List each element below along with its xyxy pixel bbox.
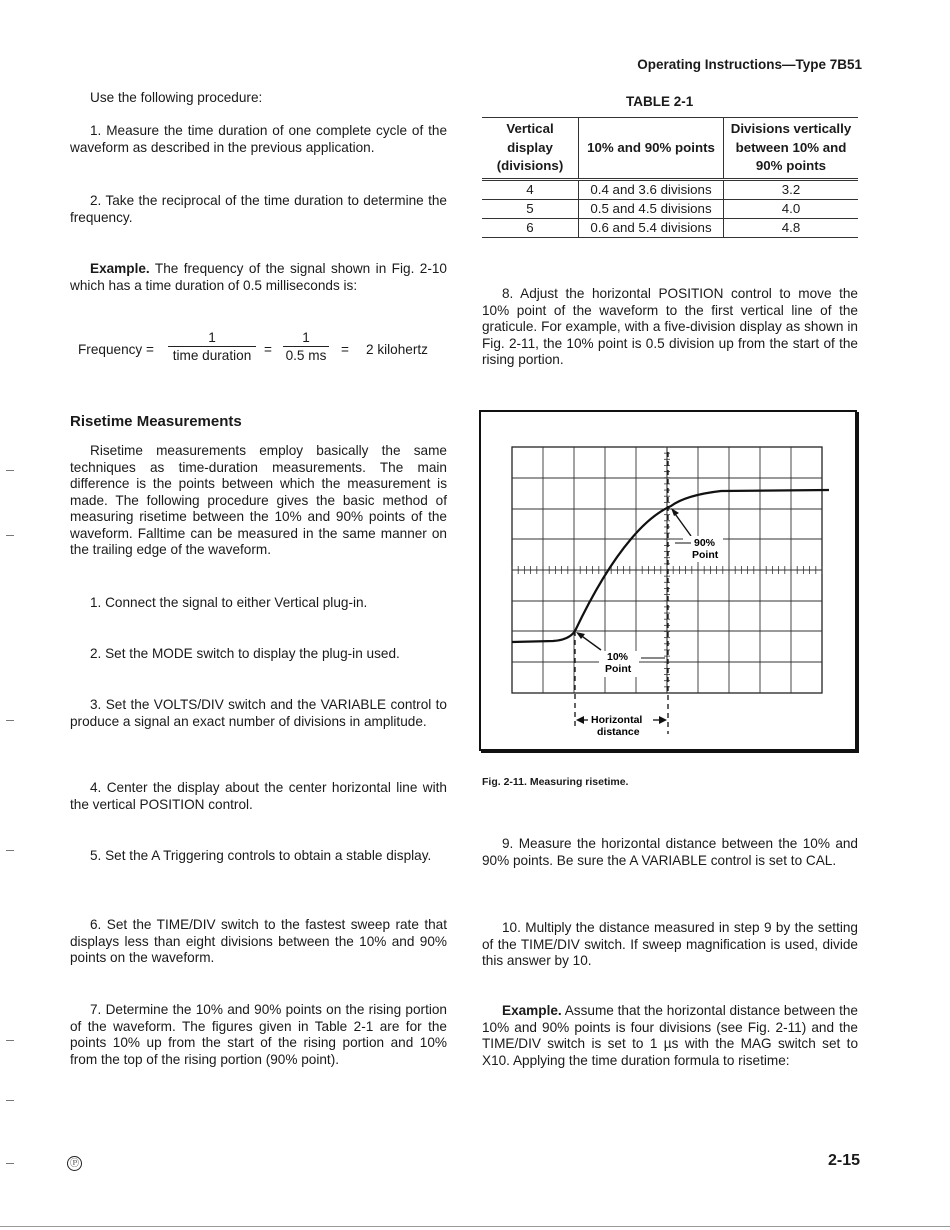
fraction-1-numerator: 1 — [168, 330, 256, 347]
table-cell: 4.8 — [724, 218, 859, 237]
step-8: 8. Adjust the horizontal POSITION control to move the 10% point of the waveform to the first vertical line of the graticule. For example, with a five-division display as shown in Fig. 2-11, the 10% point is 0.5 division up from the start of the rising portion. — [482, 286, 858, 367]
distance-arrowhead-left — [576, 716, 584, 724]
figure-caption: Fig. 2-11. Measuring risetime. — [482, 776, 629, 788]
margin-mark — [6, 720, 14, 721]
margin-mark — [6, 850, 14, 851]
frequency-formula — [78, 330, 458, 370]
table-2-1 — [482, 117, 858, 238]
risetime-step-7: 7. Determine the 10% and 90% points on the rising portion of the waveform. The figures given in Table 2-1 are for the points 10% up from the start of the rising portion and 10% from the top of the rising portion (90% point). — [70, 1002, 447, 1067]
step-9: 9. Measure the horizontal distance between the 10% and 90% points. Be sure the A VARIABLE control is set to CAL. — [482, 836, 858, 868]
table-header-row — [482, 118, 858, 180]
margin-mark — [6, 1100, 14, 1101]
fraction-1-denominator: time duration — [172, 348, 252, 363]
table-cell: 0.4 and 3.6 divisions — [579, 179, 724, 199]
step-2: 2. Take the reciprocal of the time duration to determine the frequency. — [70, 193, 447, 225]
example-frequency — [70, 261, 447, 294]
risetime-step-3: 3. Set the VOLTS/DIV switch and the VARIABLE control to produce a signal an exact number of divisions in amplitude. — [70, 697, 447, 729]
step-10: 10. Multiply the distance measured in step 9 by the setting of the TIME/DIV switch. If sweep magnification is used, divide this answer by 10. — [482, 920, 858, 968]
step-1: 1. Measure the time duration of one complete cycle of the waveform as described in the previous application. — [70, 123, 447, 155]
label-10-point: Point — [605, 663, 632, 675]
example-text: Assume that the horizontal distance between the 10% and 90% points is four divisions (see Fig. 2-11) and the TIME/DIV switch is set to 1 µs with the MAG switch set to X10. Applying the time duration formula to risetime: — [482, 1003, 858, 1068]
figure-2-11 — [479, 410, 857, 751]
label-horizontal: Horizontal — [591, 714, 643, 726]
margin-mark — [6, 535, 14, 536]
bottom-rule — [0, 1226, 950, 1227]
table-cell: 6 — [482, 218, 579, 237]
table-row — [482, 199, 858, 218]
equals-2: = — [341, 342, 349, 357]
margin-mark — [6, 470, 14, 471]
example-label: Example. — [90, 261, 150, 276]
label-distance: distance — [597, 726, 640, 738]
table-cell: 0.5 and 4.5 divisions — [579, 199, 724, 218]
label-90: 90% — [694, 537, 716, 549]
fraction-2 — [283, 330, 329, 363]
table-cell: 0.6 and 5.4 divisions — [579, 218, 724, 237]
table-cell: 5 — [482, 199, 579, 218]
intro-text: Use the following procedure: — [90, 90, 263, 105]
page-number: 2-15 — [827, 1152, 860, 1169]
waveform-trace — [512, 490, 829, 642]
table-row — [482, 218, 858, 237]
table-header-cell: Divisions vertically between 10% and 90% points — [724, 118, 859, 180]
risetime-step-6: 6. Set the TIME/DIV switch to the fastest sweep rate that displays less than eight divisions between the 10% and 90% points on the waveform. — [70, 917, 447, 965]
table-row — [482, 179, 858, 199]
example-label: Example. — [502, 1003, 562, 1018]
risetime-step-4: 4. Center the display about the center horizontal line with the vertical POSITION control. — [70, 780, 447, 812]
fraction-1 — [168, 330, 256, 363]
example-risetime — [482, 1003, 858, 1069]
risetime-intro: Risetime measurements employ basically the same techniques as time-duration measurements. The main difference is the points between which the measurement is made. The following procedure gives the basic method of measuring risetime between the 10% and 90% points of the waveform. Falltime can be measured in the same manner on the trailing edge of the waveform. — [70, 443, 447, 557]
table-title: TABLE 2-1 — [626, 94, 694, 109]
table-cell: 4.0 — [724, 199, 859, 218]
fraction-2-numerator: 1 — [283, 330, 329, 347]
risetime-graticule — [481, 412, 855, 749]
table-cell: 3.2 — [724, 179, 859, 199]
running-header: Operating Instructions—Type 7B51 — [637, 57, 862, 72]
risetime-step-1: 1. Connect the signal to either Vertical plug-in. — [90, 595, 368, 610]
table-header-cell: Vertical display (divisions) — [482, 118, 579, 180]
label-10: 10% — [607, 651, 629, 663]
fraction-2-denominator: 0.5 ms — [285, 348, 327, 363]
margin-mark — [6, 1040, 14, 1041]
formula-result: 2 kilohertz — [366, 342, 428, 357]
table-header-cell: 10% and 90% points — [579, 118, 724, 180]
equals-1: = — [264, 342, 272, 357]
risetime-step-5: 5. Set the A Triggering controls to obtain a stable display. — [90, 848, 432, 863]
margin-mark — [6, 1163, 14, 1164]
example-text: The frequency of the signal shown in Fig. 2-10 which has a time duration of 0.5 milliseconds is: — [70, 261, 447, 293]
risetime-step-2: 2. Set the MODE switch to display the plug-in used. — [90, 646, 400, 661]
table-cell: 4 — [482, 179, 579, 199]
publisher-logo: Ⓟ — [67, 1156, 82, 1171]
formula-label-text: Frequency = — [78, 342, 154, 357]
label-90-point: Point — [692, 549, 719, 561]
section-title: Risetime Measurements — [70, 413, 242, 430]
